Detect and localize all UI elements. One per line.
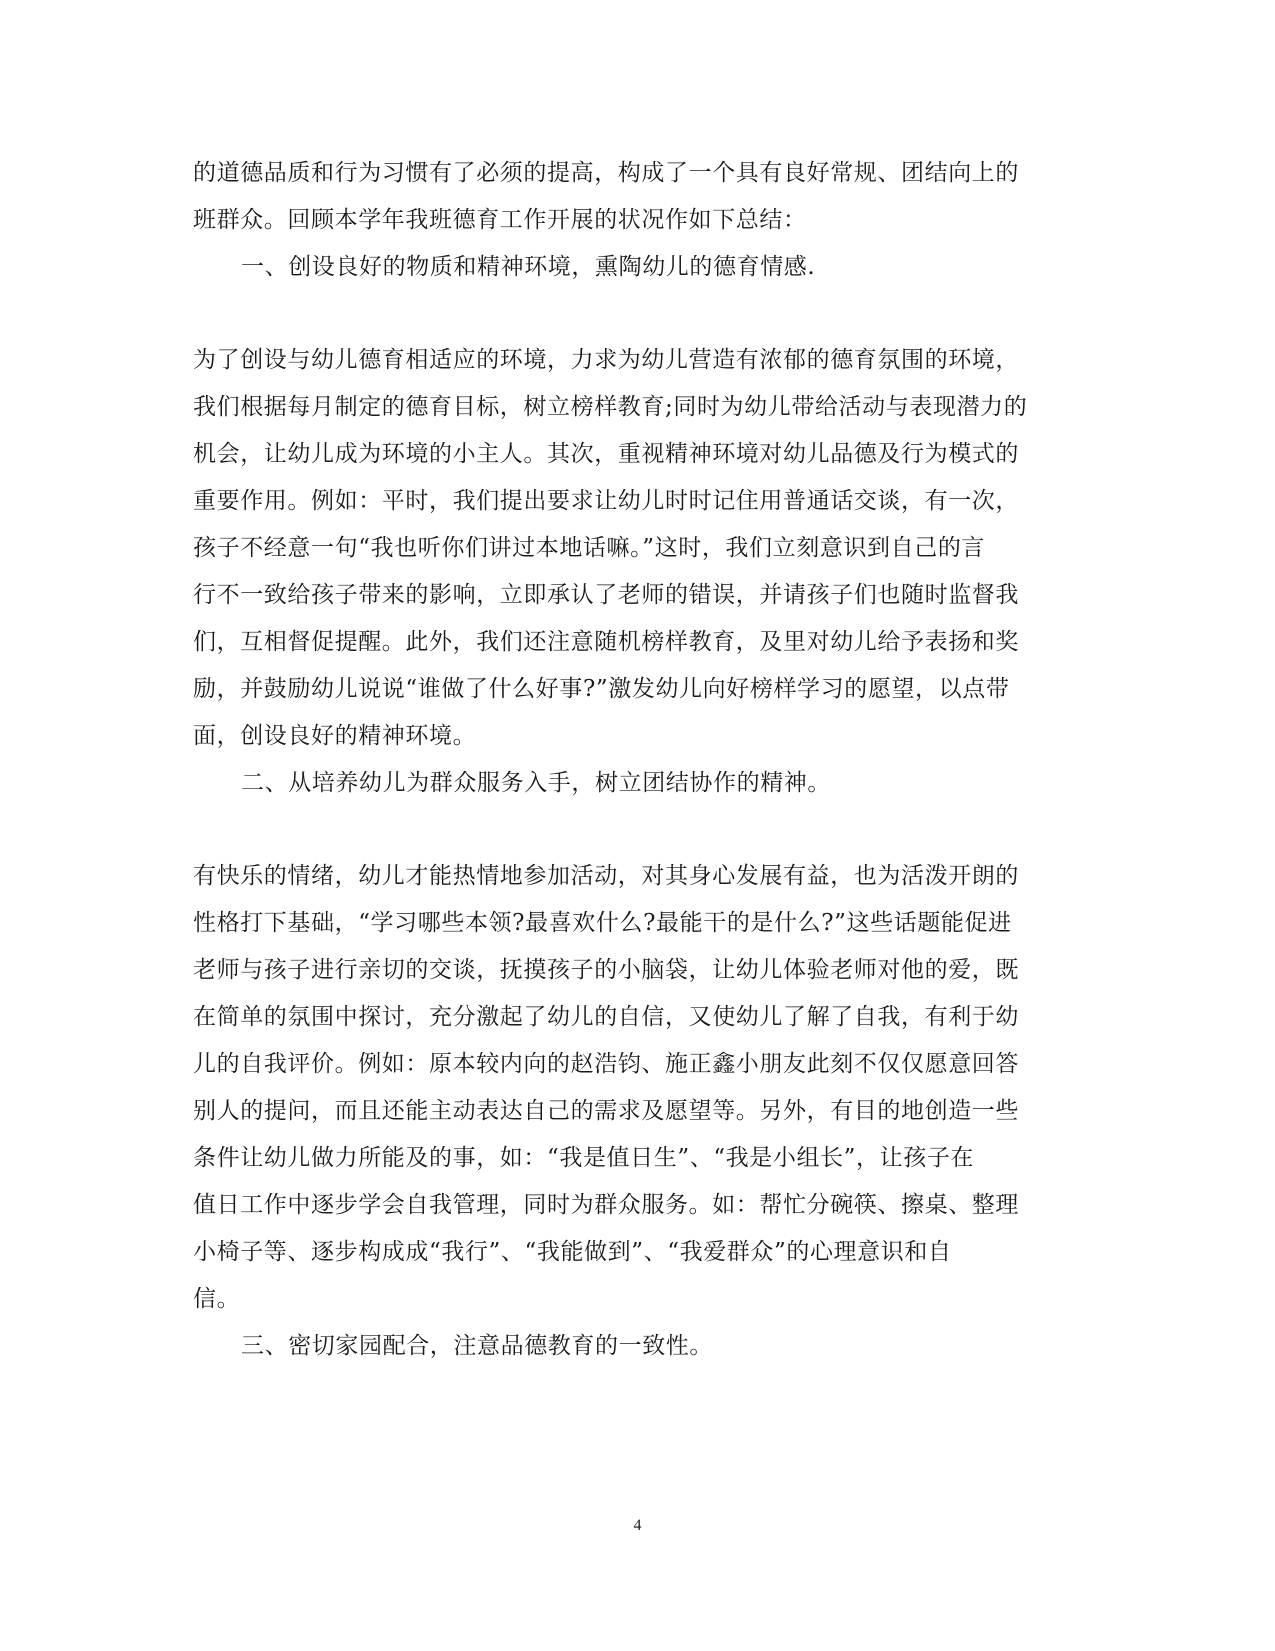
body-text-line: 条件让幼儿做力所能及的事，如：“我是值日生”、“我是小组长”，让孩子在 xyxy=(193,1145,975,1171)
body-text-line: 我们根据每月制定的德育目标，树立榜样教育;同时为幼儿带给活动与表现潜力的 xyxy=(193,394,1028,420)
body-text-line: 机会，让幼儿成为环境的小主人。其次，重视精神环境对幼儿品德及行为模式的 xyxy=(193,441,1019,467)
body-text-line: 励，并鼓励幼儿说说“谁做了什么好事?”激发幼儿向好榜样学习的愿望，以点带 xyxy=(193,676,1010,702)
section-heading-2: 二、从培养幼儿为群众服务入手，树立团结协作的精神。 xyxy=(241,770,831,796)
body-text-line: 值日工作中逐步学会自我管理，同时为群众服务。如：帮忙分碗筷、擦桌、整理 xyxy=(193,1192,1019,1218)
body-text-line: 的道德品质和行为习惯有了必须的提高，构成了一个具有良好常规、团结向上的 xyxy=(193,160,1019,186)
section-heading-1: 一、创设良好的物质和精神环境，熏陶幼儿的德育情感. xyxy=(241,254,816,280)
body-text-line: 们，互相督促提醒。此外，我们还注意随机榜样教育，及里对幼儿给予表扬和奖 xyxy=(193,629,1019,655)
body-text-line: 孩子不经意一句“我也听你们讲过本地话嘛。”这时，我们立刻意识到自己的言 xyxy=(193,535,986,561)
body-text-line: 在简单的氛围中探讨，充分激起了幼儿的自信，又使幼儿了解了自我，有利于幼 xyxy=(193,1004,1019,1030)
section-heading-3: 三、密切家园配合，注意品德教育的一致性。 xyxy=(241,1333,713,1359)
body-text-line: 面，创设良好的精神环境。 xyxy=(193,723,477,749)
body-text-line: 儿的自我评价。例如：原本较内向的赵浩钧、施正鑫小朋友此刻不仅仅愿意回答 xyxy=(193,1051,1019,1077)
body-text-line: 班群众。回顾本学年我班德育工作开展的状况作如下总结： xyxy=(193,207,807,233)
body-text-line: 有快乐的情绪，幼儿才能热情地参加活动，对其身心发展有益，也为活泼开朗的 xyxy=(193,863,1019,889)
body-text-line: 别人的提问，而且还能主动表达自己的需求及愿望等。另外，有目的地创造一些 xyxy=(193,1098,1019,1124)
body-text-line: 小椅子等、逐步构成成“我行”、“我能做到”、“我爱群众”的心理意识和自 xyxy=(193,1239,952,1265)
body-text-line: 性格打下基础，“学习哪些本领?最喜欢什么?最能干的是什么?”这些话题能促进 xyxy=(193,910,1012,936)
page-number: 4 xyxy=(633,1517,642,1534)
body-text-line: 重要作用。例如：平时，我们提出要求让幼儿时时记住用普通话交谈，有一次， xyxy=(193,488,1019,514)
body-text-line: 行不一致给孩子带来的影响，立即承认了老师的错误，并请孩子们也随时监督我 xyxy=(193,582,1019,608)
body-text-line: 为了创设与幼儿德育相适应的环境，力求为幼儿营造有浓郁的德育氛围的环境， xyxy=(193,347,1019,373)
body-text-line: 老师与孩子进行亲切的交谈，抚摸孩子的小脑袋，让幼儿体验老师对他的爱，既 xyxy=(193,957,1019,983)
body-text-line: 信。 xyxy=(193,1286,241,1312)
